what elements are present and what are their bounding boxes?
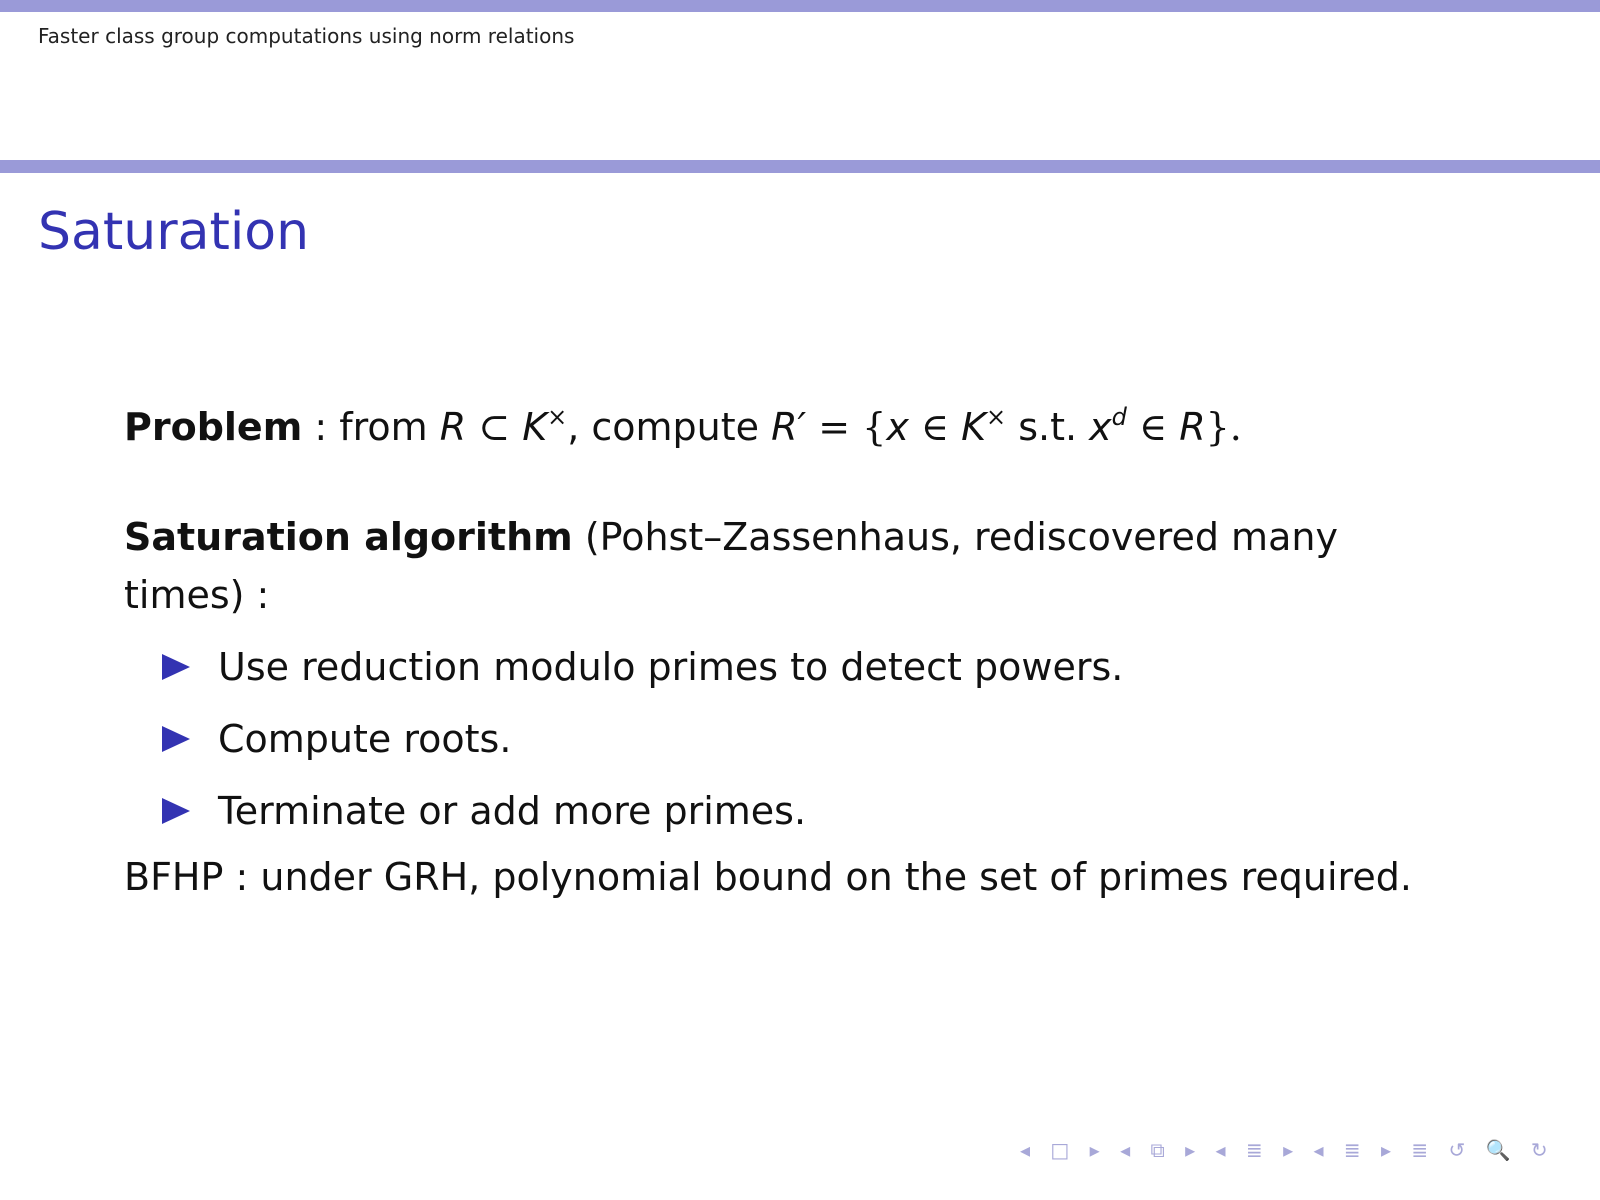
list-item bbox=[124, 710, 1504, 782]
nav-search-icon[interactable]: 🔍 bbox=[1485, 1138, 1513, 1162]
math-times-sup: × bbox=[547, 403, 568, 431]
list-item-text: Terminate or add more primes. bbox=[218, 789, 807, 833]
nav-prev-subsection-icon[interactable]: ◂ bbox=[1215, 1138, 1228, 1162]
math-d-sup: d bbox=[1111, 403, 1127, 431]
nav-slide-icon[interactable]: □ bbox=[1050, 1138, 1072, 1162]
list-item bbox=[124, 638, 1504, 710]
algorithm-steps bbox=[124, 638, 1504, 854]
math-in: ∈ bbox=[908, 405, 962, 449]
math-in-2: ∈ bbox=[1126, 405, 1180, 449]
math-K: K bbox=[522, 405, 548, 449]
list-item-text: Compute roots. bbox=[218, 717, 512, 761]
nav-next-section-icon[interactable]: ▸ bbox=[1381, 1138, 1394, 1162]
math-times-sup-2: × bbox=[986, 403, 1007, 431]
math-x: x bbox=[886, 405, 909, 449]
bullet-triangle-icon bbox=[162, 798, 190, 824]
nav-frame-icon[interactable]: ⧉ bbox=[1150, 1138, 1167, 1162]
nav-document-icon[interactable]: ≣ bbox=[1411, 1138, 1431, 1162]
problem-text-st: s.t. bbox=[1006, 405, 1090, 449]
math-x-2: x bbox=[1089, 405, 1112, 449]
presentation-title: Faster class group computations using norm relations bbox=[38, 24, 575, 48]
nav-prev-section-icon[interactable]: ◂ bbox=[1313, 1138, 1326, 1162]
nav-next-subsection-icon[interactable]: ▸ bbox=[1283, 1138, 1296, 1162]
bullet-triangle-icon bbox=[162, 654, 190, 680]
slide-body bbox=[124, 398, 1504, 906]
problem-label: Problem bbox=[124, 405, 303, 449]
math-R-2: R bbox=[1179, 405, 1206, 449]
math-R-prime: R′ bbox=[771, 405, 807, 449]
header-top-rule bbox=[0, 0, 1600, 12]
nav-forward-icon[interactable]: ↻ bbox=[1530, 1138, 1550, 1162]
bfhp-paragraph: BFHP : under GRH, polynomial bound on the set of primes required. bbox=[124, 855, 1412, 899]
nav-prev-frame-icon[interactable]: ◂ bbox=[1120, 1138, 1133, 1162]
math-close: }. bbox=[1205, 405, 1242, 449]
header-bottom-rule bbox=[0, 160, 1600, 173]
algorithm-label: Saturation algorithm bbox=[124, 515, 573, 559]
problem-statement bbox=[124, 398, 1504, 456]
algorithm-paragraph bbox=[124, 508, 1454, 624]
beamer-navigation bbox=[1020, 1138, 1560, 1162]
frame-title: Saturation bbox=[38, 202, 310, 262]
math-subset: ⊂ bbox=[466, 405, 523, 449]
list-item-text: Use reduction modulo primes to detect powers. bbox=[218, 645, 1124, 689]
nav-next-slide-icon[interactable]: ▸ bbox=[1089, 1138, 1102, 1162]
problem-text-compute: , compute bbox=[567, 405, 772, 449]
algorithm-text: (Pohst–Zassenhaus, rediscovered many times) : bbox=[124, 515, 1338, 617]
nav-back-icon[interactable]: ↺ bbox=[1448, 1138, 1468, 1162]
nav-next-frame-icon[interactable]: ▸ bbox=[1185, 1138, 1198, 1162]
nav-subsection-icon[interactable]: ≣ bbox=[1245, 1138, 1265, 1162]
bullet-triangle-icon bbox=[162, 726, 190, 752]
problem-text: : from bbox=[302, 405, 440, 449]
nav-section-icon[interactable]: ≣ bbox=[1343, 1138, 1363, 1162]
nav-prev-slide-icon[interactable]: ◂ bbox=[1020, 1138, 1033, 1162]
math-R: R bbox=[439, 405, 467, 449]
list-item bbox=[124, 782, 1504, 854]
math-eq-open: = { bbox=[806, 405, 887, 449]
math-K-2: K bbox=[961, 405, 987, 449]
